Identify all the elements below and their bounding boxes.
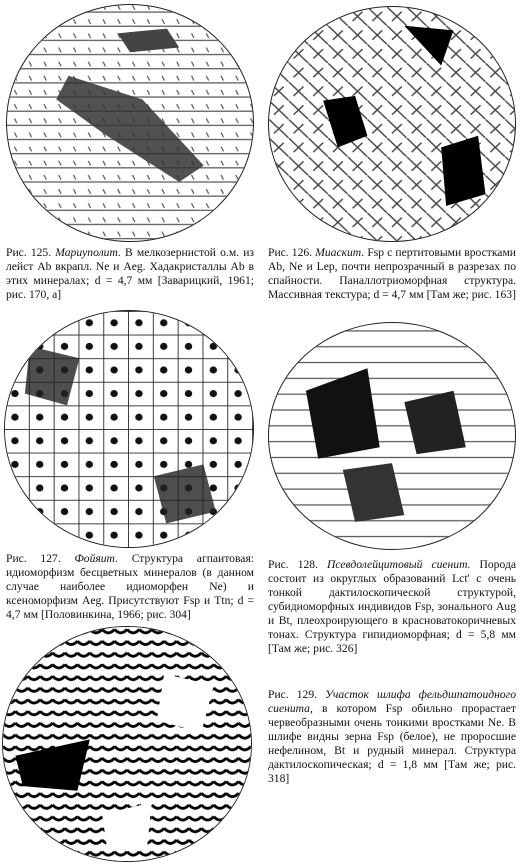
caption-126-number: Рис. 126. <box>268 246 313 259</box>
caption-125 <box>6 246 254 302</box>
caption-129-text: в котором Fsp обильно прорастает червеобразными очень тонкими вростками Ne. В шлифе видны зерна Fsp (белое), не проросшие нефелином, Bt и рудный минерал. Структура дактилоскопическая; d = 1,8 мм [Там же; рис. 318] <box>268 702 516 785</box>
caption-127-number: Рис. 127. <box>6 552 61 565</box>
caption-125-number: Рис. 125. <box>6 246 52 259</box>
micrograph-125 <box>6 4 254 242</box>
caption-127 <box>6 552 254 622</box>
caption-128 <box>268 558 516 656</box>
caption-125-text: В мелкозернистой о.м. из лейст Ab вкрапл. Ne и Aeg. Хадакристаллы Ab в этих минералах; d = 4,7 мм [Заварицкий, 1961; рис. 170, а] <box>6 246 254 301</box>
caption-129-title: Участок шлифа фельдшпатоидного сиенита, <box>268 688 516 715</box>
micrograph-129 <box>2 626 252 862</box>
caption-126 <box>268 246 516 302</box>
caption-129-number: Рис. 129. <box>268 688 318 701</box>
micrograph-126 <box>268 6 516 242</box>
micrograph-128 <box>268 322 516 550</box>
caption-127-text: Структура агпаитовая: идиоморфизм бесцветных минералов (в данном случае наиболее идиоморфен Ne) и ксеноморфизм Aeg. Присутствуют Fsp и Ttn; d = 4,7 мм [Половинкина, 1966; рис. 304] <box>6 552 254 621</box>
caption-129 <box>268 688 516 786</box>
caption-125-title: Мариуполит. <box>55 246 121 259</box>
caption-127-title: Фойяит. <box>74 552 118 565</box>
micrograph-127 <box>4 310 254 548</box>
caption-128-title: Псевдолейцитовый сиенит. <box>327 558 471 571</box>
caption-128-text: Порода состоит из округлых образований Lct' с очень тонкой дактилоскопической структурой, субидиоморфных индивидов Fsp, зонального Aug и Bt, плеохроирующего в красноватокоричневых тонах. Структура гипидиоморфная; d = 5,8 мм [Там же; рис. 326] <box>268 558 516 655</box>
caption-128-number: Рис. 128. <box>268 558 318 571</box>
caption-126-title: Миаскит. <box>315 246 365 259</box>
caption-126-text: Fsp с пертитовыми вростками Ab, Ne и Lep, почти непрозрачный в разрезах по спайности. Паналлотриоморфная структура. Массивная текстура; d = 4,7 мм [Там же; рис. 163] <box>268 246 516 301</box>
